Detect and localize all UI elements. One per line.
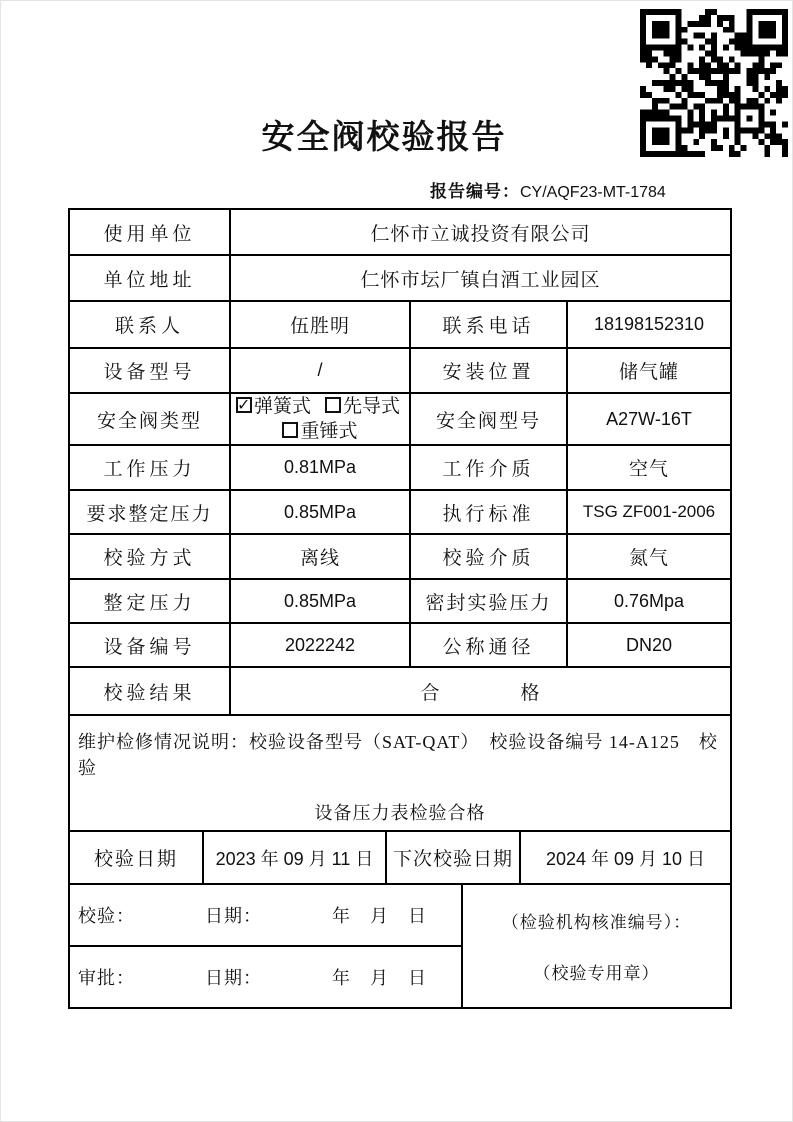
seal-test-pressure-value: 0.76Mpa xyxy=(567,579,731,623)
table-row xyxy=(69,393,731,445)
info-table xyxy=(68,208,732,832)
verifier-ymd: 年 月 日 xyxy=(332,906,427,926)
table-row xyxy=(69,884,731,946)
approver-date-label: 日期： xyxy=(205,968,262,988)
working-pressure-value: 0.81MPa xyxy=(230,445,410,490)
equipment-number-value: 2022242 xyxy=(230,623,410,667)
calibration-medium-value: 氮气 xyxy=(567,534,731,579)
page-title: 安全阀校验报告 xyxy=(261,120,507,156)
table-row xyxy=(69,490,731,534)
maintenance-note-cell xyxy=(69,715,731,831)
table-row xyxy=(69,579,731,623)
report-number-line xyxy=(430,181,666,204)
org-stamp-label: （校验专用章） xyxy=(533,964,660,983)
org-stamp-cell xyxy=(462,884,731,1008)
calibration-method-label: 校验方式 xyxy=(69,534,230,579)
valve-model-value: A27W-16T xyxy=(567,393,731,445)
calibration-date-value: 2023 年 09 月 11 日 xyxy=(203,831,386,884)
verifier-date-label: 日期： xyxy=(205,906,262,926)
unit-address-value: 仁怀市坛厂镇白酒工业园区 xyxy=(230,255,731,301)
table-row xyxy=(69,715,731,831)
verifier-sign-cell xyxy=(69,884,462,946)
working-medium-label: 工作介质 xyxy=(410,445,567,490)
approver-label: 审批： xyxy=(78,968,135,988)
required-set-pressure-value: 0.85MPa xyxy=(230,490,410,534)
table-row xyxy=(69,348,731,393)
calibration-result-value: 合 格 xyxy=(230,667,731,715)
report-number-label: 报告编号： xyxy=(430,182,520,201)
usage-unit-value: 仁怀市立诚投资有限公司 xyxy=(230,209,731,255)
maintenance-note-line1: 维护检修情况说明：校验设备型号（SAT-QAT） 校验设备编号 14-A125 校验 xyxy=(78,732,718,778)
seal-test-pressure-label: 密封实验压力 xyxy=(410,579,567,623)
valve-type-option-pilot xyxy=(325,394,400,419)
maintenance-note-line2: 设备压力表检验合格 xyxy=(314,803,486,823)
working-medium-value: 空气 xyxy=(567,445,731,490)
report-table xyxy=(68,208,730,1009)
standard-label: 执行标准 xyxy=(410,490,567,534)
checkbox-checked-icon xyxy=(236,397,252,413)
table-row xyxy=(69,831,731,884)
valve-model-label: 安全阀型号 xyxy=(410,393,567,445)
install-location-value: 储气罐 xyxy=(567,348,731,393)
approver-ymd: 年 月 日 xyxy=(332,968,427,988)
calibration-date-label: 校验日期 xyxy=(69,831,203,884)
calibration-result-label: 校验结果 xyxy=(69,667,230,715)
next-calibration-date-label: 下次校验日期 xyxy=(386,831,520,884)
equipment-model-label: 设备型号 xyxy=(69,348,230,393)
table-row xyxy=(69,301,731,348)
report-number-value: CY/AQF23-MT-1784 xyxy=(520,184,666,201)
required-set-pressure-label: 要求整定压力 xyxy=(69,490,230,534)
equipment-model-value: / xyxy=(230,348,410,393)
table-row xyxy=(69,445,731,490)
option-label: 重锤式 xyxy=(300,421,358,442)
table-row xyxy=(69,667,731,715)
nominal-diameter-label: 公称通径 xyxy=(410,623,567,667)
set-pressure-value: 0.85MPa xyxy=(230,579,410,623)
org-approval-number-label: （检验机构核准编号）： xyxy=(501,913,692,932)
contact-value: 伍胜明 xyxy=(230,301,410,348)
table-row xyxy=(69,255,731,301)
calibration-method-value: 离线 xyxy=(230,534,410,579)
unit-address-label: 单位地址 xyxy=(69,255,230,301)
valve-type-options-cell xyxy=(230,393,410,445)
table-row xyxy=(69,209,731,255)
signoff-table xyxy=(68,883,732,1009)
table-row xyxy=(69,534,731,579)
phone-value: 18198152310 xyxy=(567,301,731,348)
table-row xyxy=(69,623,731,667)
valve-type-option-spring xyxy=(236,394,311,419)
option-label: 先导式 xyxy=(343,396,401,417)
qr-code-icon xyxy=(640,8,788,158)
valve-type-option-weight xyxy=(282,421,357,442)
equipment-number-label: 设备编号 xyxy=(69,623,230,667)
approver-sign-cell xyxy=(69,946,462,1008)
option-label: 弹簧式 xyxy=(254,396,312,417)
verifier-label: 校验： xyxy=(78,906,135,926)
usage-unit-label: 使用单位 xyxy=(69,209,230,255)
calibration-medium-label: 校验介质 xyxy=(410,534,567,579)
checkbox-unchecked-icon xyxy=(325,397,341,413)
contact-label: 联系人 xyxy=(69,301,230,348)
next-calibration-date-value: 2024 年 09 月 10 日 xyxy=(520,831,731,884)
install-location-label: 安装位置 xyxy=(410,348,567,393)
set-pressure-label: 整定压力 xyxy=(69,579,230,623)
checkbox-unchecked-icon xyxy=(282,422,298,438)
phone-label: 联系电话 xyxy=(410,301,567,348)
working-pressure-label: 工作压力 xyxy=(69,445,230,490)
standard-value: TSG ZF001-2006 xyxy=(567,490,731,534)
valve-type-label: 安全阀类型 xyxy=(69,393,230,445)
nominal-diameter-value: DN20 xyxy=(567,623,731,667)
date-table xyxy=(68,830,732,885)
